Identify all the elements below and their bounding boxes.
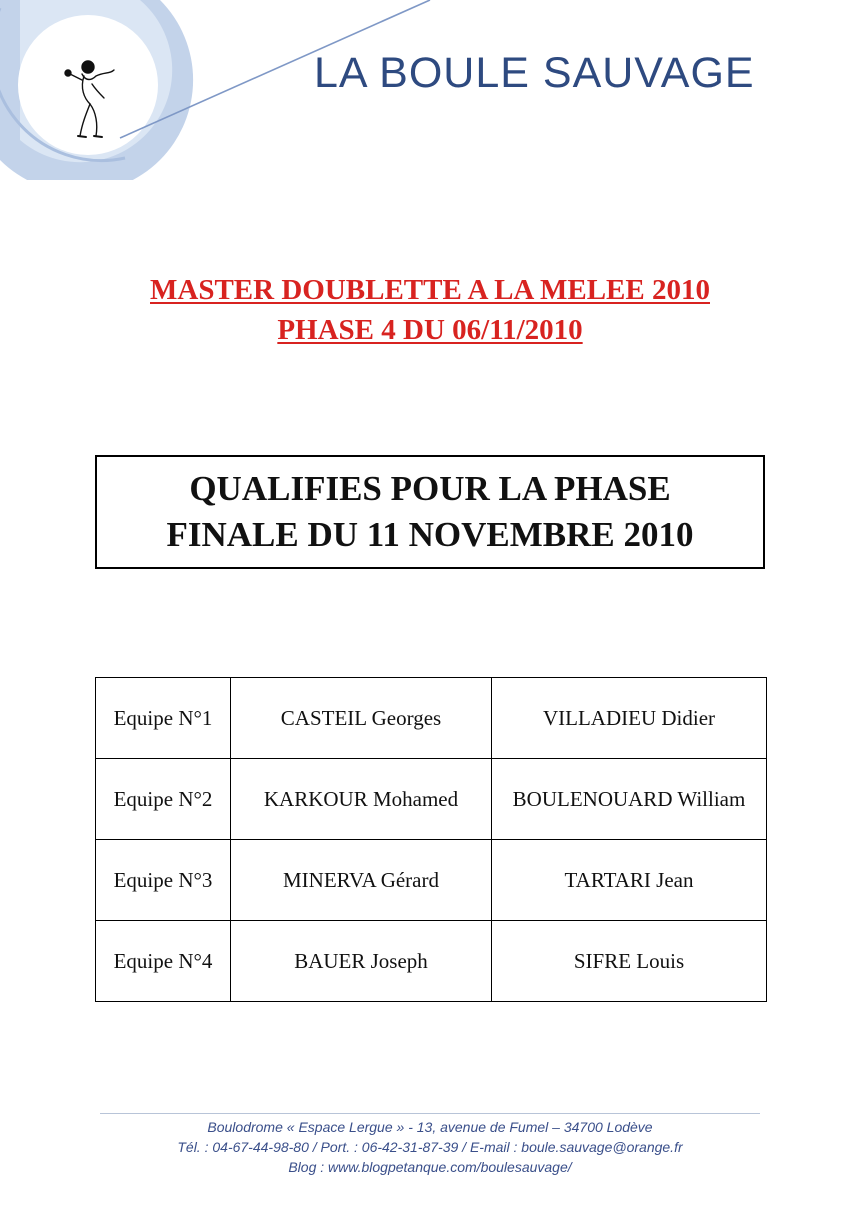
event-title: MASTER DOUBLETTE A LA MELEE 2010 — [150, 274, 710, 306]
qualifiers-line-1: QUALIFIES POUR LA PHASE — [189, 469, 671, 508]
player-name: SIFRE Louis — [492, 921, 767, 1002]
event-heading — [0, 270, 860, 350]
table-row — [96, 840, 767, 921]
player-name: CASTEIL Georges — [231, 678, 492, 759]
footer-divider — [100, 1113, 760, 1114]
footer — [0, 1117, 860, 1177]
qualifiers-box — [95, 455, 765, 569]
event-phase-date: PHASE 4 DU 06/11/2010 — [277, 314, 583, 346]
qualifiers-line-2: FINALE DU 11 NOVEMBRE 2010 — [166, 515, 694, 554]
player-name: KARKOUR Mohamed — [231, 759, 492, 840]
footer-blog: Blog : www.blogpetanque.com/boulesauvage/ — [288, 1159, 572, 1175]
organization-title: LA BOULE SAUVAGE — [314, 49, 755, 97]
player-name: BOULENOUARD William — [492, 759, 767, 840]
table-row — [96, 759, 767, 840]
player-name: VILLADIEU Didier — [492, 678, 767, 759]
footer-contact: Tél. : 04-67-44-98-80 / Port. : 06-42-31-87-39 / E-mail : boule.sauvage@orange.fr — [177, 1139, 683, 1155]
qualified-teams-table — [95, 677, 767, 1002]
player-name: MINERVA Gérard — [231, 840, 492, 921]
player-name: TARTARI Jean — [492, 840, 767, 921]
team-label: Equipe N°3 — [96, 840, 231, 921]
footer-address: Boulodrome « Espace Lergue » - 13, avenue de Fumel – 34700 Lodève — [207, 1119, 653, 1135]
team-label: Equipe N°1 — [96, 678, 231, 759]
table-row — [96, 678, 767, 759]
table-row — [96, 921, 767, 1002]
team-label: Equipe N°4 — [96, 921, 231, 1002]
team-label: Equipe N°2 — [96, 759, 231, 840]
player-name: BAUER Joseph — [231, 921, 492, 1002]
